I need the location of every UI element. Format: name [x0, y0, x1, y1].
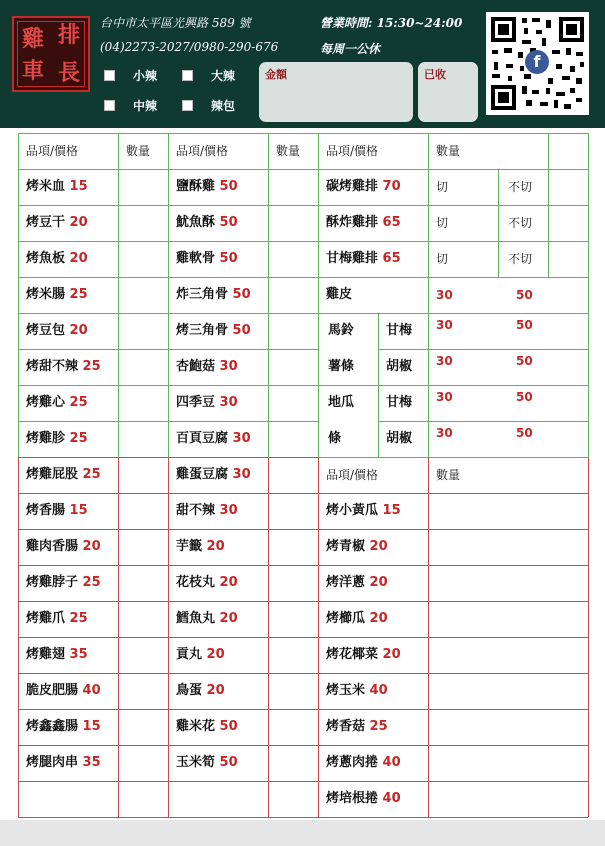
item-price: 25 [65, 611, 88, 626]
option-price: 30 [436, 288, 453, 302]
item-price: 15 [378, 503, 401, 518]
phone: (04)2273-2027/0980-290-676 [100, 40, 279, 54]
item-name: 四季豆 [176, 395, 216, 410]
menu-item [326, 709, 436, 745]
item-name: 烤雞心 [26, 395, 66, 410]
item-price: 50 [228, 287, 251, 302]
item-price: 35 [65, 647, 88, 662]
item-name: 甜不辣 [176, 503, 216, 518]
item-name: 烤雞屁股 [26, 467, 79, 482]
item-price: 20 [365, 575, 388, 590]
item-price: 20 [65, 215, 88, 230]
item-name: 鳥蛋 [176, 683, 203, 698]
item-price: 30 [215, 503, 238, 518]
option-price: 50 [516, 288, 533, 302]
item-name: 脆皮肥腸 [26, 683, 79, 698]
grid-line [318, 457, 319, 817]
flavor: 甘梅 [386, 395, 413, 410]
menu-item [26, 637, 126, 673]
logo-char: 長 [58, 60, 81, 86]
menu-item [326, 781, 436, 817]
item-price: 65 [378, 251, 401, 266]
closed-day: 每周一公休 [320, 42, 381, 56]
header-qty: 數量 [276, 144, 301, 158]
item-price: 20 [78, 539, 101, 554]
item-price: 15 [65, 503, 88, 518]
menu-item [176, 637, 276, 673]
option-no-cut: 不切 [508, 252, 533, 266]
menu-item [176, 745, 276, 781]
menu-item [176, 529, 276, 565]
item-price: 20 [202, 647, 225, 662]
item-name: 烤鑫鑫腸 [26, 719, 79, 734]
item-price: 50 [228, 323, 251, 338]
address: 台中市太平區光興路 589 號 [100, 16, 251, 30]
menu-item [176, 673, 276, 709]
item-name: 百頁豆腐 [176, 431, 229, 446]
option-price: 30 [436, 354, 453, 368]
amount-label: 金額 [265, 68, 287, 81]
item-price: 30 [215, 359, 238, 374]
menu-item [176, 241, 276, 277]
option-price: 50 [516, 426, 533, 440]
header [0, 0, 605, 128]
option-hot: 大辣 [211, 69, 236, 83]
item-name: 雞肉香腸 [26, 539, 79, 554]
item-name: 鹽酥雞 [176, 179, 216, 194]
header-qty: 數量 [436, 144, 461, 158]
item-price: 30 [228, 467, 251, 482]
item-price: 35 [78, 755, 101, 770]
option-spicy-bag: 辣包 [211, 99, 236, 113]
menu-item [326, 205, 436, 241]
menu-item [176, 565, 276, 601]
item-name: 玉米筍 [176, 755, 216, 770]
item-name: 芋籤 [176, 539, 203, 554]
menu-item [26, 493, 126, 529]
item-price: 25 [78, 359, 101, 374]
menu-item [176, 277, 276, 313]
menu-item [26, 385, 126, 421]
item-price: 20 [215, 575, 238, 590]
menu-item [326, 493, 436, 529]
flavor: 胡椒 [386, 359, 413, 374]
menu-item [176, 457, 276, 493]
logo-char: 雞 [22, 26, 45, 52]
option-no-cut: 不切 [508, 216, 533, 230]
item-price: 15 [65, 179, 88, 194]
item-name: 烤甜不辣 [26, 359, 79, 374]
menu-item [26, 169, 126, 205]
menu-item [26, 601, 126, 637]
item-name: 烤三角骨 [176, 323, 229, 338]
item-price: 25 [65, 287, 88, 302]
item-price: 20 [378, 647, 401, 662]
option-cut: 切 [436, 252, 449, 266]
header-qty: 數量 [436, 468, 461, 482]
item-name: 杏鮑菇 [176, 359, 216, 374]
item-price: 50 [215, 755, 238, 770]
menu-item [26, 277, 126, 313]
menu-item [26, 457, 126, 493]
grid-line [18, 133, 19, 457]
menu-item [26, 745, 126, 781]
menu-item [326, 745, 436, 781]
option-price: 30 [436, 390, 453, 404]
menu-item: 地瓜 [328, 395, 355, 410]
item-price: 25 [365, 719, 388, 734]
header-item-price: 品項/價格 [326, 468, 379, 482]
item-price: 25 [78, 575, 101, 590]
menu-item [326, 529, 436, 565]
item-price: 40 [78, 683, 101, 698]
item-name: 烤豆包 [26, 323, 66, 338]
grid-line [168, 457, 169, 817]
item-price: 65 [378, 215, 401, 230]
item-price: 20 [65, 323, 88, 338]
menu-item [26, 421, 126, 457]
hours: 營業時間: 15:30~24:00 [320, 16, 463, 30]
item-name: 甘梅雞排 [326, 251, 379, 266]
grid-line [498, 169, 499, 277]
menu-item [26, 313, 126, 349]
item-price: 25 [65, 431, 88, 446]
menu-item [26, 205, 126, 241]
option-price: 50 [516, 390, 533, 404]
item-name: 烤培根捲 [326, 791, 379, 806]
item-name: 烤香腸 [26, 503, 66, 518]
grid-line [318, 817, 588, 818]
item-name: 烤小黃瓜 [326, 503, 379, 518]
menu-item [176, 385, 276, 421]
item-price: 50 [215, 179, 238, 194]
item-name: 雞米花 [176, 719, 216, 734]
item-price: 30 [228, 431, 251, 446]
item-name: 鱈魚丸 [176, 611, 216, 626]
item-price: 25 [78, 467, 101, 482]
menu-item [326, 601, 436, 637]
menu-item [26, 709, 126, 745]
grid-line [18, 457, 19, 817]
item-name: 雞蛋豆腐 [176, 467, 229, 482]
item-name: 碳烤雞排 [326, 179, 379, 194]
item-name: 烤玉米 [326, 683, 366, 698]
menu-item [26, 565, 126, 601]
item-name: 貢丸 [176, 647, 203, 662]
flavor: 甘梅 [386, 323, 413, 338]
item-price: 40 [378, 791, 401, 806]
item-price: 40 [378, 755, 401, 770]
item-name: 花枝丸 [176, 575, 216, 590]
grid-line [588, 457, 589, 817]
item-price: 30 [215, 395, 238, 410]
grid-line [168, 133, 169, 457]
item-name: 烤雞脖子 [26, 575, 79, 590]
item-name: 酥炸雞排 [326, 215, 379, 230]
item-price: 20 [202, 539, 225, 554]
logo-char: 車 [22, 58, 45, 84]
item-price: 20 [365, 611, 388, 626]
menu-item: 馬鈴 [328, 323, 355, 338]
option-price: 50 [516, 354, 533, 368]
option-medium: 中辣 [133, 99, 158, 113]
menu-item [26, 673, 126, 709]
grid-line [318, 133, 319, 457]
item-price: 50 [215, 215, 238, 230]
item-name: 烤蔥肉捲 [326, 755, 379, 770]
grid-line [548, 133, 549, 277]
item-price: 50 [215, 251, 238, 266]
item-name: 烤雞胗 [26, 431, 66, 446]
header-qty: 數量 [126, 144, 151, 158]
item-price: 20 [365, 539, 388, 554]
item-name: 烤米血 [26, 179, 66, 194]
option-price: 30 [436, 318, 453, 332]
menu-item [176, 169, 276, 205]
menu-item [26, 349, 126, 385]
menu-item [176, 205, 276, 241]
menu-item: 雞皮 [326, 287, 353, 302]
option-no-cut: 不切 [508, 180, 533, 194]
menu-item [326, 637, 436, 673]
menu-item [176, 493, 276, 529]
item-price: 50 [215, 719, 238, 734]
menu-item [176, 349, 276, 385]
item-name: 烤雞翅 [26, 647, 66, 662]
option-cut: 切 [436, 180, 449, 194]
item-name: 烤青椒 [326, 539, 366, 554]
option-mild: 小辣 [133, 69, 158, 83]
item-name: 雞軟骨 [176, 251, 216, 266]
menu-item [176, 313, 276, 349]
item-price: 70 [378, 179, 401, 194]
menu-item [26, 241, 126, 277]
item-name: 魷魚酥 [176, 215, 216, 230]
menu-item [326, 673, 436, 709]
item-name: 烤腿肉串 [26, 755, 79, 770]
logo-char: 排 [58, 22, 81, 48]
menu-item [326, 565, 436, 601]
header-item-price: 品項/價格 [176, 144, 229, 158]
grid-line [18, 817, 318, 818]
flavor: 胡椒 [386, 431, 413, 446]
item-name: 烤洋蔥 [326, 575, 366, 590]
item-price: 20 [215, 611, 238, 626]
menu-item [326, 241, 436, 277]
received-label: 已收 [424, 68, 446, 81]
option-price: 30 [436, 426, 453, 440]
menu-item: 條 [328, 431, 342, 446]
item-price: 20 [202, 683, 225, 698]
item-name: 炸三角骨 [176, 287, 229, 302]
item-name: 烤豆干 [26, 215, 66, 230]
grid-line [588, 133, 589, 457]
menu-item [326, 169, 436, 205]
item-price: 15 [78, 719, 101, 734]
checkbox-hot[interactable] [182, 70, 193, 81]
item-price: 25 [65, 395, 88, 410]
checkbox-mild[interactable] [104, 70, 115, 81]
item-name: 烤香菇 [326, 719, 366, 734]
item-name: 烤魚板 [26, 251, 66, 266]
menu-item: 薯條 [328, 359, 355, 374]
header-item-price: 品項/價格 [326, 144, 379, 158]
option-cut: 切 [436, 216, 449, 230]
checkbox-medium[interactable] [104, 100, 115, 111]
item-price: 20 [65, 251, 88, 266]
item-price: 40 [365, 683, 388, 698]
received-panel[interactable] [418, 62, 478, 122]
item-name: 烤櫛瓜 [326, 611, 366, 626]
item-name: 烤米腸 [26, 287, 66, 302]
item-name: 烤花椰菜 [326, 647, 379, 662]
facebook-icon: f [525, 50, 549, 74]
header-item-price: 品項/價格 [26, 144, 79, 158]
item-name: 烤雞爪 [26, 611, 66, 626]
menu-item [176, 601, 276, 637]
menu-item [176, 709, 276, 745]
amount-panel[interactable] [259, 62, 413, 122]
option-price: 50 [516, 318, 533, 332]
menu-item [26, 529, 126, 565]
logo [12, 16, 90, 92]
menu-item [176, 421, 276, 457]
checkbox-spicy-bag[interactable] [182, 100, 193, 111]
